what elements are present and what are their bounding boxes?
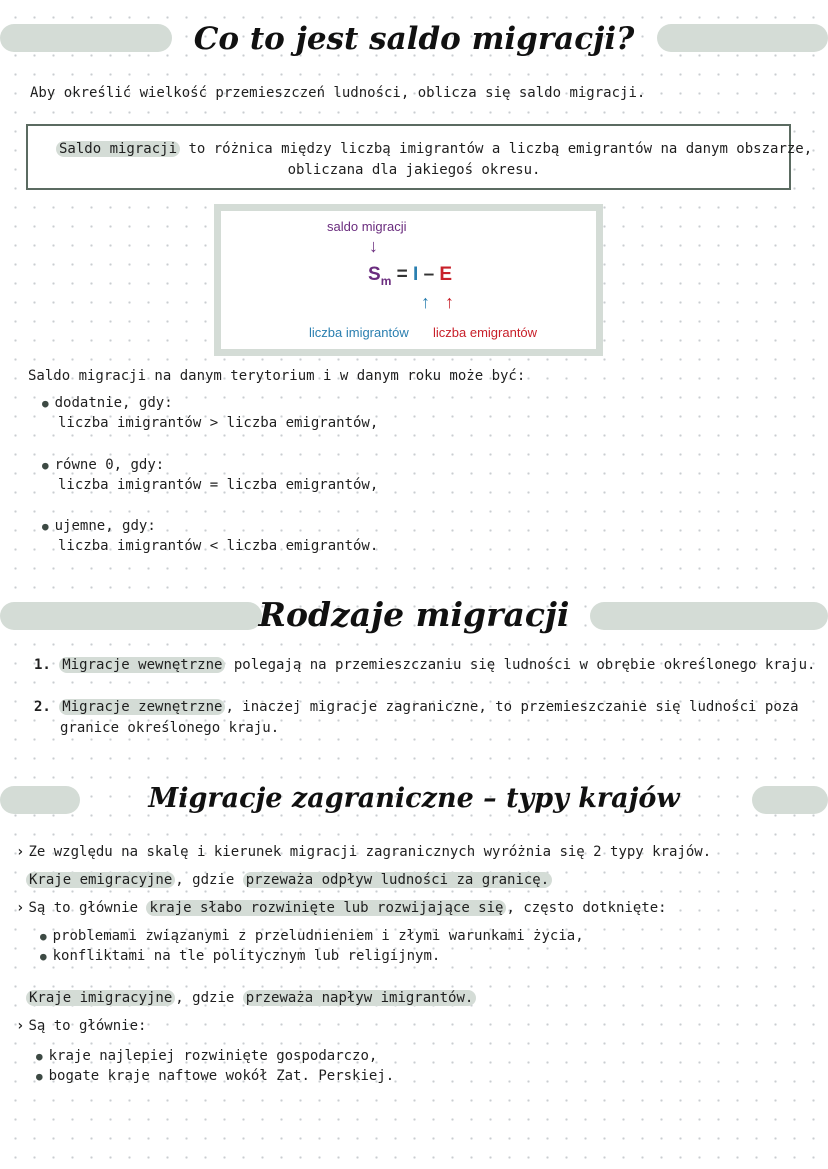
emigration-note-highlight: kraje słabo rozwinięte lub rozwijające się [146,900,506,916]
formula-equals: = [391,264,414,285]
immigration-countries [26,988,476,1008]
label-imigrants: liczba imigrantów [309,325,409,340]
chevron-right-icon: › [16,844,25,860]
chevron-right-icon: › [16,1018,25,1034]
formula-i: I [413,264,419,285]
case-positive-body: liczba imigrantów > liczba emigrantów, [58,415,379,431]
arrow-up-red-icon: ↑ [445,292,454,312]
section-title-rodzaje: Rodzaje migracji [258,595,570,634]
types-intro [16,842,711,862]
item-number: 1. [34,657,51,673]
immigration-mid: , gdzie [175,990,243,1006]
item-rest: polegają na przemieszczaniu się ludności w obrębie określonego kraju. [225,657,816,673]
emigration-term: Kraje emigracyjne [26,872,175,888]
arrow-up-blue-icon: ↑ [421,292,430,312]
chevron-right-icon: › [16,900,25,916]
formula-s: S [368,264,381,285]
item-number: 2. [34,699,51,715]
case-negative-body: liczba imigrantów < liczba emigrantów. [58,538,379,554]
definition-rest: to różnica między liczbą imigrantów a liczbą emigrantów na danym obszarze, [180,141,813,157]
definition-line-1 [56,139,812,159]
arrow-down-icon: ↓ [369,236,378,256]
case-zero-head: ● równe 0, gdy: [42,455,164,476]
emigration-highlight: przeważa odpływ ludności za granicę. [243,872,552,888]
section-title-typy-krajow: Migracje zagraniczne – typy krajów [148,783,680,814]
formula-e: E [439,264,453,285]
emigration-countries [26,870,552,890]
emigration-bullet-2: ● konfliktami na tle politycznym lub religijnym. [40,946,440,967]
definition-line-2: obliczana dla jakiegoś okresu. [287,162,541,178]
types-intro-text: Ze względu na skalę i kierunek migracji zagranicznych wyróżnia się 2 typy krajów. [28,844,712,860]
formula-expression [368,263,452,293]
item-rest: , inaczej migracje zagraniczne, to przemieszczanie się ludności poza [225,699,799,715]
cases-intro: Saldo migracji na danym terytorium i w danym roku może być: [28,368,526,384]
item-term: Migracje wewnętrzne [59,657,225,673]
case-negative-head: ● ujemne, gdy: [42,516,156,537]
immigration-term: Kraje imigracyjne [26,990,175,1006]
emigration-mid: , gdzie [175,872,243,888]
section-title-saldo: Co to jest saldo migracji? [193,21,635,57]
label-emigrants: liczba emigrantów [433,325,538,340]
formula-minus: – [418,264,440,285]
emigration-bullet-1: ● problemami związanymi z przeludnieniem i złymi warunkami życia, [40,926,584,947]
formula-top-label: saldo migracji [327,219,407,234]
item-term: Migracje zewnętrzne [59,699,225,715]
formula-box [214,204,603,356]
migration-type-2 [34,697,799,717]
migration-type-1 [34,655,815,675]
case-zero-body: liczba imigrantów = liczba emigrantów, [58,477,379,493]
emigration-note [16,898,667,918]
immigration-bullet-2: ● bogate kraje naftowe wokół Zat. Perskiej. [36,1066,394,1087]
emigration-note-pre: Są to głównie [28,900,147,916]
immigration-note-text: Są to głównie: [28,1018,147,1034]
immigration-bullet-1: ● kraje najlepiej rozwinięte gospodarczo, [36,1046,377,1067]
migration-type-2-line-2: granice określonego kraju. [60,720,280,736]
immigration-note [16,1016,146,1036]
heading-decoration-left [0,786,80,814]
heading-decoration-right [752,786,828,814]
case-positive-head: ● dodatnie, gdy: [42,393,173,414]
formula-subscript: m [380,273,392,288]
immigration-highlight: przeważa napływ imigrantów. [243,990,477,1006]
intro-text: Aby określić wielkość przemieszczeń ludności, oblicza się saldo migracji. [30,85,646,101]
definition-term: Saldo migracji [56,141,180,157]
emigration-note-post: , często dotknięte: [506,900,667,916]
